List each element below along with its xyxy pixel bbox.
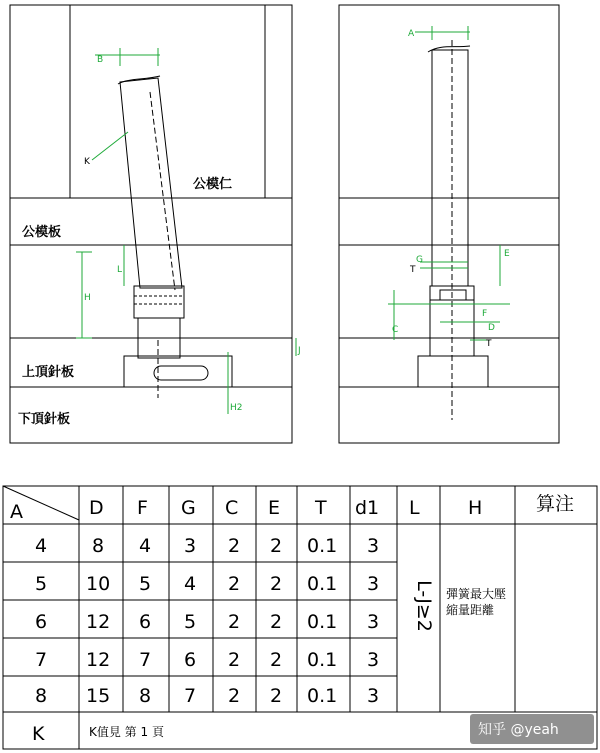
dim-h2: H2	[230, 403, 243, 413]
cell: 15	[86, 685, 111, 707]
cell: 2	[228, 573, 241, 595]
right-dimension-lines	[388, 26, 510, 340]
h-note-line2: 縮量距離	[446, 603, 495, 617]
cell: 0.1	[307, 611, 338, 633]
left-dimension-lines	[76, 48, 296, 414]
cell: 2	[228, 535, 241, 557]
header-e: E	[268, 497, 281, 519]
cell: 2	[270, 535, 283, 557]
right-view	[339, 5, 559, 443]
cell: 3	[367, 573, 380, 595]
cell: 4	[184, 573, 197, 595]
table-header-row	[10, 493, 574, 523]
table-rows	[35, 535, 379, 707]
cell: 12	[86, 611, 111, 633]
k-note: K值見 第 1 頁	[89, 725, 164, 739]
cell: 2	[270, 685, 283, 707]
cell: 10	[86, 573, 111, 595]
label-core: 公模仁	[193, 177, 233, 192]
cell: 3	[367, 685, 380, 707]
header-d1: d1	[355, 497, 380, 519]
slot	[154, 366, 208, 380]
watermark: 知乎 @yeah	[478, 722, 559, 738]
header-h: H	[468, 497, 483, 519]
cell: 0.1	[307, 649, 338, 671]
cell: 7	[35, 649, 48, 671]
dim-t-bottom: T	[486, 339, 492, 349]
dim-a: A	[408, 29, 415, 39]
cell: 8	[92, 535, 105, 557]
cell: 0.1	[307, 685, 338, 707]
header-l: L	[409, 497, 420, 519]
right-base	[418, 356, 488, 387]
core-insert	[70, 5, 265, 198]
label-lower-ejector: 下頂針板	[18, 412, 71, 427]
header-g: G	[181, 497, 196, 519]
k-label: K	[32, 723, 45, 745]
cell: 8	[139, 685, 152, 707]
dim-f: F	[482, 309, 488, 319]
cell: 3	[184, 535, 197, 557]
table-row	[35, 611, 379, 633]
cell: 5	[184, 611, 197, 633]
lifter-body	[120, 78, 182, 288]
cell: 12	[86, 649, 111, 671]
cell: 0.1	[307, 573, 338, 595]
table-row	[35, 649, 379, 671]
header-a: A	[10, 501, 23, 523]
cell: 2	[228, 685, 241, 707]
cell: 5	[139, 573, 152, 595]
header-f: F	[137, 497, 148, 519]
cell: 2	[228, 649, 241, 671]
dim-b: B	[97, 55, 104, 65]
table-row	[35, 573, 379, 595]
dim-h: H	[84, 293, 91, 303]
dim-k: K	[84, 157, 90, 167]
dim-e: E	[504, 249, 510, 259]
cell: 5	[35, 573, 48, 595]
label-upper-ejector: 上頂針板	[22, 365, 75, 380]
cell: 0.1	[307, 535, 338, 557]
dim-j: J	[298, 346, 301, 356]
dim-l: L	[117, 265, 123, 275]
cell: 4	[139, 535, 152, 557]
cell: 6	[139, 611, 152, 633]
header-note: 算注	[536, 493, 575, 515]
dim-c: C	[392, 325, 399, 335]
header-d: D	[89, 497, 104, 519]
cell: 6	[35, 611, 48, 633]
l-note: L-J≥2	[413, 580, 435, 632]
cell: 6	[184, 649, 197, 671]
cell: 4	[35, 535, 48, 557]
cell: 3	[367, 649, 380, 671]
cell: 3	[367, 535, 380, 557]
lifter-side	[432, 50, 468, 286]
cell: 2	[270, 649, 283, 671]
header-t: T	[315, 497, 327, 519]
h-note-line1: 彈簧最大壓	[446, 587, 507, 601]
table-row	[35, 535, 379, 557]
lifter-base	[124, 356, 232, 387]
table-row	[35, 685, 379, 707]
cell: 7	[184, 685, 197, 707]
cell: 2	[270, 611, 283, 633]
cell: 2	[228, 611, 241, 633]
cell: 8	[35, 685, 48, 707]
label-plate: 公模板	[22, 225, 62, 240]
cell: 2	[270, 573, 283, 595]
header-c: C	[225, 497, 239, 519]
right-view-frame	[339, 5, 559, 443]
dim-t-top: T	[410, 265, 416, 275]
dim-g: G	[416, 255, 423, 265]
dim-d: D	[488, 323, 495, 333]
cell: 3	[367, 611, 380, 633]
lifter-slider	[134, 286, 184, 318]
cell: 7	[139, 649, 152, 671]
